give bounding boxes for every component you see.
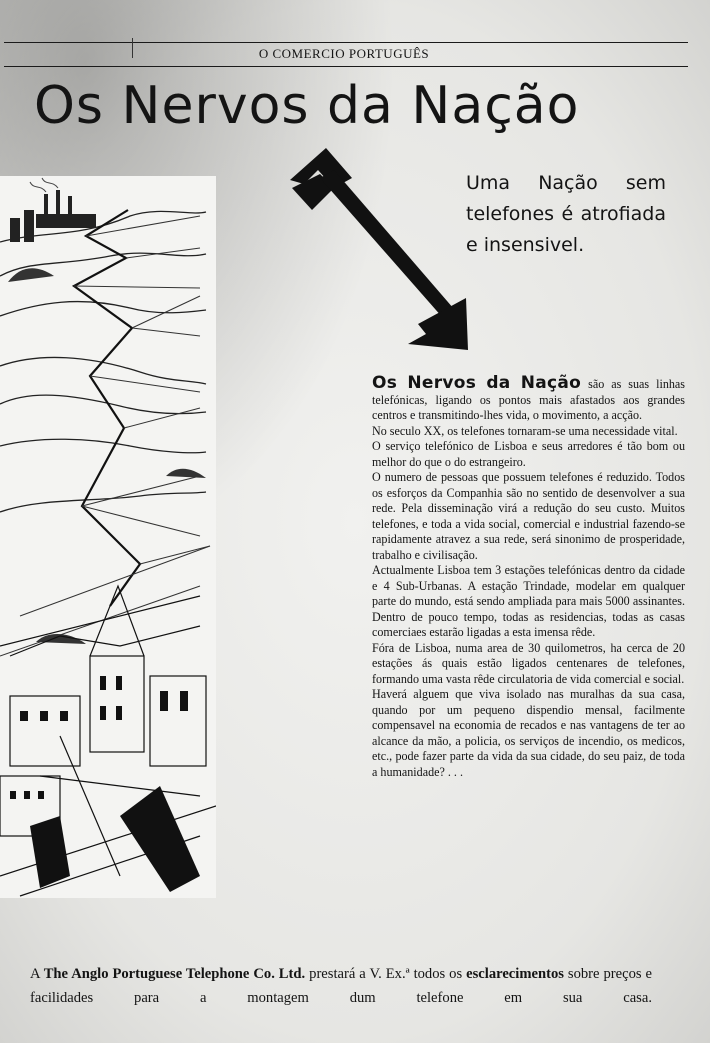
page-headline: Os Nervos da Nação: [34, 76, 580, 136]
footer-bold-word: esclarecimentos: [466, 966, 564, 982]
article-paragraph: Fóra de Lisboa, numa area de 30 quilometros, ha cerca de 20 estações ás quais estão ligados centenares de telefones, formando uma vasta rêde circulatoria de vida comercial e social.: [372, 640, 685, 686]
footer-prefix: A: [30, 966, 40, 982]
masthead: O COMERCIO PORTUGUÊS: [258, 46, 430, 61]
article-paragraph: Haverá alguem que viva isolado nas muralhas da sua casa, quando por um pequeno dispendio mensal, facilmente compensavel na economia de recados e nas vantagens de ter ao alcance da mão, a policia, os serviços de incendio, os medicos, etc., pode fazer parte da vida da sua cidade, do seu paiz, de toda a humanidade? . . .: [372, 687, 685, 779]
slogan: Uma Nação sem telefones é atrofiada e insensivel.: [466, 172, 666, 256]
footer-middle: prestará a V. Ex.ª todos os: [309, 966, 463, 982]
arrow-illustration: [290, 148, 480, 358]
article-lead: [372, 373, 685, 424]
article-paragraph: O numero de pessoas que possuem telefones é reduzido. Todos os esforços da Companhia são no sentido de desenvolver a sua rede. Pela disseminação virá a redução do seu custo. Muitos telefones, e toda a vida social, comercial e industrial fazendo-se rapidamente atravez a sua rede, será sinonimo de prosperidade, trabalho e civilisação.: [372, 470, 685, 562]
advertiser-footer: [30, 962, 652, 1010]
article-paragraph: O serviço telefónico de Lisboa e seus arredores é tão bom ou melhor do que o do estrangeiro.: [372, 439, 685, 469]
footer-rest: sobre preços e facilidades para a montagem dum telefone em sua casa.: [30, 966, 652, 1006]
article-paragraph: Actualmente Lisboa tem 3 estações telefónicas dentro da cidade e 4 Sub-Urbanas. A estação Trindade, modelar em qualquer parte do mundo, está sendo ampliada para mais 5000 assinantes. Dentro de pouco tempo, todas as residencias, todas as casas comerciaes estarão ligadas a esta imensa rêde.: [372, 563, 685, 639]
article-paragraph: No seculo XX, os telefones tornaram-se uma necessidade vital.: [372, 423, 678, 438]
article-intro: são as suas linhas telefónicas, ligando os pontos mais afastados aos grandes centros e transmitindo-lhes vida, o movimento, a acção.: [372, 377, 685, 422]
masthead-bottom-rule: [4, 66, 688, 67]
article-title: Os Nervos da Nação: [372, 373, 582, 393]
telephone-lines-illustration: [0, 176, 216, 898]
article-body: [372, 373, 685, 780]
company-name: The Anglo Portuguese Telephone Co. Ltd.: [43, 966, 306, 982]
arrow-shaft: [320, 170, 460, 326]
